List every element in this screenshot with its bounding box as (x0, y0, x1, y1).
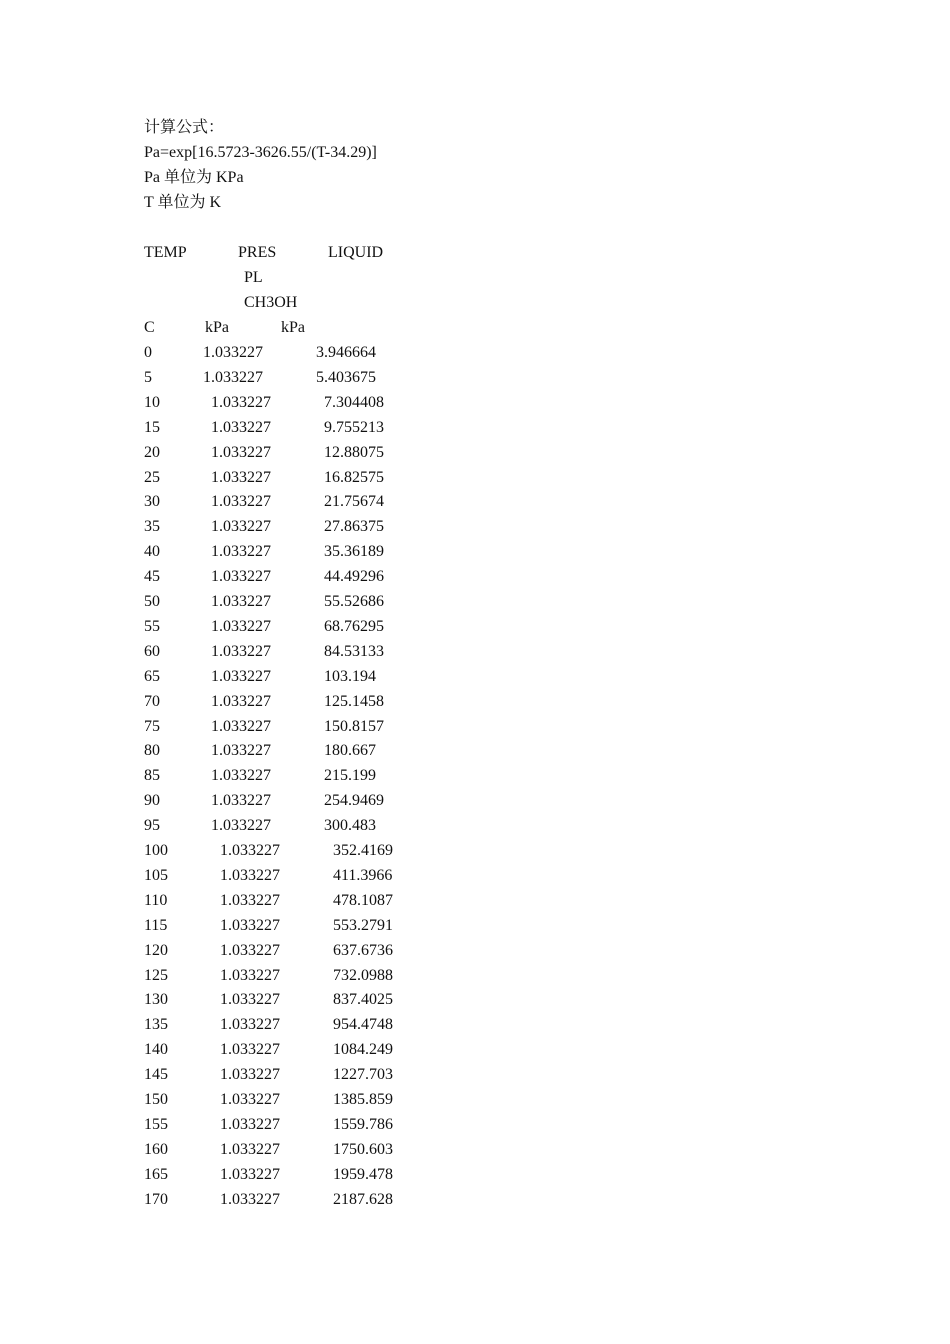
table-row (0, 617, 950, 642)
temp-cell: 30 (144, 493, 160, 511)
table-row (0, 841, 950, 866)
table-row (0, 642, 950, 667)
table-row (0, 1090, 950, 1115)
liquid-cell: 55.52686 (324, 593, 384, 610)
header-unit-kpa-pres: kPa (205, 319, 229, 336)
temp-cell: 130 (144, 991, 168, 1009)
liquid-cell: 5.403675 (316, 368, 376, 386)
table-row (0, 468, 950, 493)
pres-cell: 1.033227 (220, 1016, 280, 1034)
temp-cell: 65 (144, 667, 160, 685)
pres-cell: 1.033227 (220, 966, 280, 984)
pres-cell: 1.033227 (211, 468, 271, 486)
liquid-cell: 837.4025 (333, 991, 393, 1009)
temp-cell: 125 (144, 966, 168, 984)
table-row (0, 343, 950, 368)
pres-cell: 1.033227 (211, 767, 271, 785)
liquid-cell: 553.2791 (333, 916, 393, 934)
liquid-cell: 1385.859 (333, 1091, 393, 1108)
table-row (0, 1065, 950, 1090)
temp-cell: 140 (144, 1041, 168, 1059)
pres-cell: 1.033227 (220, 1140, 280, 1158)
liquid-cell: 2187.628 (333, 1190, 393, 1208)
table-row (0, 741, 950, 766)
pres-cell: 1.033227 (211, 617, 271, 635)
temp-cell: 20 (144, 443, 160, 461)
temp-cell: 155 (144, 1115, 168, 1133)
pres-cell: 1.033227 (220, 842, 280, 859)
table-row (0, 368, 950, 393)
liquid-cell: 1750.603 (333, 1140, 393, 1158)
liquid-cell: 1227.703 (333, 1066, 393, 1084)
temp-cell: 145 (144, 1066, 168, 1084)
temp-cell: 110 (144, 891, 168, 909)
pres-cell: 1.033227 (211, 493, 271, 511)
temp-cell: 10 (144, 393, 160, 411)
pres-cell: 1.033227 (203, 368, 263, 386)
pres-cell: 1.033227 (220, 1190, 280, 1208)
pres-cell: 1.033227 (211, 593, 271, 610)
liquid-cell: 150.8157 (324, 717, 384, 735)
table-row (0, 492, 950, 517)
table-row (0, 567, 950, 592)
header-pl: PL (244, 269, 263, 286)
header-unit-kpa-liquid: kPa (281, 319, 305, 336)
table-row (0, 866, 950, 891)
header-pres: PRES (238, 244, 277, 261)
t-unit-note: T 单位为 K (144, 194, 222, 211)
liquid-cell: 84.53133 (324, 642, 384, 660)
temp-cell: 150 (144, 1091, 168, 1108)
pres-cell: 1.033227 (203, 344, 263, 361)
table-row (0, 443, 950, 468)
header-unit-c: C (144, 319, 155, 336)
temp-cell: 85 (144, 767, 160, 785)
liquid-cell: 35.36189 (324, 543, 384, 561)
temp-cell: 115 (144, 916, 168, 934)
table-row (0, 542, 950, 567)
pres-cell: 1.033227 (220, 916, 280, 934)
temp-cell: 35 (144, 518, 160, 536)
liquid-cell: 732.0988 (333, 966, 393, 984)
liquid-cell: 21.75674 (324, 493, 384, 511)
liquid-cell: 411.3966 (333, 866, 393, 884)
pres-cell: 1.033227 (211, 717, 271, 735)
pa-unit-note: Pa 单位为 KPa (144, 169, 244, 186)
table-row (0, 418, 950, 443)
pres-cell: 1.033227 (220, 1165, 280, 1183)
temp-cell: 75 (144, 717, 160, 735)
table-row (0, 393, 950, 418)
pres-cell: 1.033227 (220, 941, 280, 959)
liquid-cell: 3.946664 (316, 344, 376, 361)
pres-cell: 1.033227 (211, 443, 271, 461)
pres-cell: 1.033227 (220, 1066, 280, 1084)
table-row (0, 667, 950, 692)
temp-cell: 170 (144, 1190, 168, 1208)
liquid-cell: 1959.478 (333, 1165, 393, 1183)
table-row (0, 791, 950, 816)
temp-cell: 70 (144, 692, 160, 710)
liquid-cell: 125.1458 (324, 692, 384, 710)
pres-cell: 1.033227 (211, 568, 271, 586)
liquid-cell: 1084.249 (333, 1041, 393, 1059)
pres-cell: 1.033227 (211, 667, 271, 685)
header-ch3oh: CH3OH (244, 294, 298, 311)
temp-cell: 90 (144, 792, 160, 810)
table-row (0, 941, 950, 966)
temp-cell: 0 (144, 344, 152, 361)
pres-cell: 1.033227 (211, 742, 271, 760)
table-row (0, 517, 950, 542)
pres-cell: 1.033227 (220, 891, 280, 909)
table-row (0, 1040, 950, 1065)
liquid-cell: 1559.786 (333, 1115, 393, 1133)
temp-cell: 25 (144, 468, 160, 486)
table-row (0, 592, 950, 617)
liquid-cell: 637.6736 (333, 941, 393, 959)
header-liquid: LIQUID (328, 244, 384, 261)
temp-cell: 15 (144, 418, 160, 436)
liquid-cell: 254.9469 (324, 792, 384, 810)
liquid-cell: 352.4169 (333, 842, 393, 859)
pres-cell: 1.033227 (211, 817, 271, 835)
pres-cell: 1.033227 (211, 642, 271, 660)
temp-cell: 55 (144, 617, 160, 635)
table-row (0, 1015, 950, 1040)
table-row (0, 1190, 950, 1215)
table-row (0, 1165, 950, 1190)
table-row (0, 990, 950, 1015)
liquid-cell: 12.88075 (324, 443, 384, 461)
pres-cell: 1.033227 (211, 543, 271, 561)
table-row (0, 1140, 950, 1165)
temp-cell: 165 (144, 1165, 168, 1183)
liquid-cell: 300.483 (324, 817, 376, 835)
pres-cell: 1.033227 (220, 1115, 280, 1133)
temp-cell: 45 (144, 568, 160, 586)
liquid-cell: 9.755213 (324, 418, 384, 436)
pres-cell: 1.033227 (220, 1091, 280, 1108)
temp-cell: 60 (144, 642, 160, 660)
temp-cell: 100 (144, 842, 168, 859)
pres-cell: 1.033227 (211, 393, 271, 411)
temp-cell: 160 (144, 1140, 168, 1158)
pres-cell: 1.033227 (211, 418, 271, 436)
liquid-cell: 44.49296 (324, 568, 384, 586)
table-row (0, 692, 950, 717)
table-row (0, 1115, 950, 1140)
liquid-cell: 954.4748 (333, 1016, 393, 1034)
temp-cell: 95 (144, 817, 160, 835)
liquid-cell: 7.304408 (324, 393, 384, 411)
temp-cell: 120 (144, 941, 168, 959)
formula-equation: Pa=exp[16.5723-3626.55/(T-34.29)] (144, 144, 377, 161)
pres-cell: 1.033227 (220, 991, 280, 1009)
liquid-cell: 16.82575 (324, 468, 384, 486)
liquid-cell: 215.199 (324, 767, 376, 785)
table-row (0, 816, 950, 841)
liquid-cell: 27.86375 (324, 518, 384, 536)
temp-cell: 40 (144, 543, 160, 561)
liquid-cell: 68.76295 (324, 617, 384, 635)
temp-cell: 5 (144, 368, 152, 386)
liquid-cell: 478.1087 (333, 891, 393, 909)
table-row (0, 966, 950, 991)
pres-cell: 1.033227 (211, 692, 271, 710)
pres-cell: 1.033227 (220, 866, 280, 884)
pres-cell: 1.033227 (220, 1041, 280, 1059)
temp-cell: 50 (144, 593, 160, 610)
header-temp: TEMP (144, 244, 187, 261)
formula-heading: 计算公式： (144, 119, 225, 136)
table-row (0, 717, 950, 742)
liquid-cell: 103.194 (324, 667, 376, 685)
table-row (0, 766, 950, 791)
temp-cell: 105 (144, 866, 168, 884)
temp-cell: 80 (144, 742, 160, 760)
pres-cell: 1.033227 (211, 792, 271, 810)
table-row (0, 916, 950, 941)
liquid-cell: 180.667 (324, 742, 376, 760)
table-row (0, 891, 950, 916)
pres-cell: 1.033227 (211, 518, 271, 536)
temp-cell: 135 (144, 1016, 168, 1034)
